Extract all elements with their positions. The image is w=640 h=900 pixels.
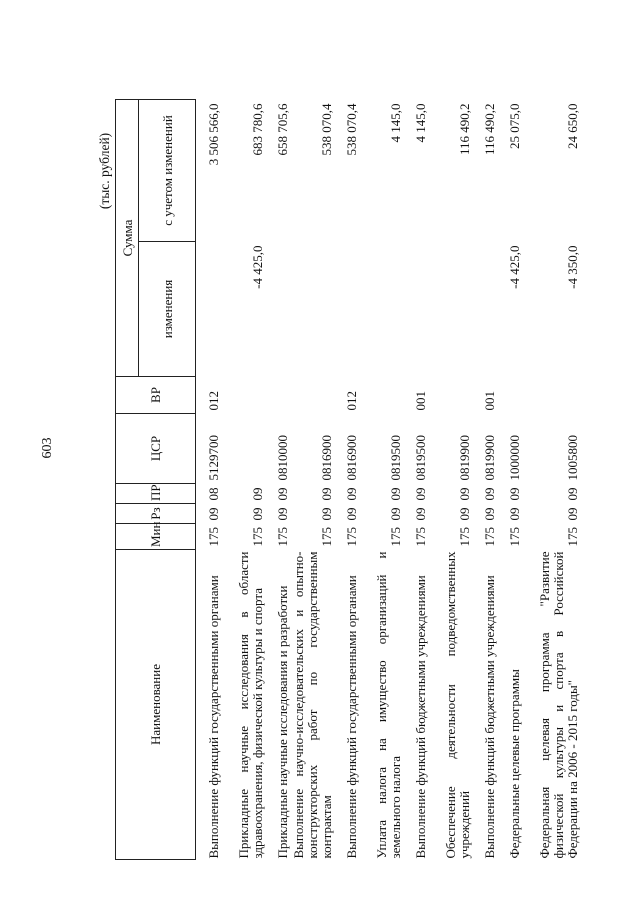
table-header [116,100,196,860]
row-total: 116 490,2 [482,103,497,156]
table-row [428,100,472,860]
row-min: 175 [507,527,522,547]
row-rz: 09 [344,507,359,521]
row-name: Выполнение функций бюджетными учреждениями [482,575,497,859]
row-vr [265,377,290,414]
row-rz: 09 [388,507,403,521]
row-csr: 0819500 [413,435,428,481]
page-number: 603 [40,437,55,459]
row-rz: 09 [457,507,472,521]
row-vr [522,377,580,414]
row-name: Выполнение функций государственными органами [344,575,359,859]
row-name: Обеспечение деятельности подведомственных учреждений [443,551,472,859]
row-changes [403,242,428,377]
row-changes [428,242,472,377]
table-row [221,100,265,860]
row-vr [497,377,522,414]
row-csr: 5129700 [206,435,221,481]
row-changes: -4 350,0 [565,245,580,289]
row-name: Выполнение научно-исследовательских и опытно-конструкторских работ по государственным контрактам [291,551,334,859]
row-changes [359,242,403,377]
row-min: 175 [206,527,221,547]
header-changes: изменения [139,242,196,377]
row-csr: 1005800 [565,435,580,481]
unit-label: (тыс. рублей) [97,132,112,210]
row-csr: 1000000 [507,435,522,481]
row-min: 175 [250,527,265,547]
row-vr [359,377,403,414]
row-name: Прикладные научные исследования и разработки [275,585,290,859]
row-vr [221,377,265,414]
table-row [472,100,497,860]
row-pr: 09 [275,487,290,501]
budget-table [115,99,580,860]
row-changes [334,242,359,377]
row-name: Федеральная целевая программа "Развитие физической культуры и спорта в Российской Федерации на 2006 - 2015 годы" [537,551,580,859]
row-min: 175 [319,527,334,547]
row-total: 25 075,0 [507,103,522,149]
row-vr: 012 [206,391,221,411]
row-changes [290,242,334,377]
table-row [265,100,290,860]
header-total: с учетом изменений [139,100,196,242]
row-total: 3 506 566,0 [206,103,221,166]
row-rz: 09 [206,507,221,521]
row-min: 175 [413,527,428,547]
row-pr: 09 [413,487,428,501]
row-min: 175 [565,527,580,547]
row-name: Уплата налога на имущество организаций и земельного налога [374,551,403,859]
row-total: 4 145,0 [413,103,428,143]
row-csr: 0816900 [319,435,334,481]
row-pr: 09 [482,487,497,501]
row-vr [290,377,334,414]
row-min: 175 [388,527,403,547]
row-pr: 09 [319,487,334,501]
header-vr: ВР [116,377,196,414]
row-rz: 09 [250,507,265,521]
row-name: Выполнение функций бюджетными учреждениями [413,575,428,859]
row-total: 4 145,0 [388,103,403,143]
row-csr: 0819500 [388,435,403,481]
row-total: 538 070,4 [319,103,334,156]
row-rz: 09 [275,507,290,521]
row-changes: -4 425,0 [250,245,265,289]
row-total: 658 705,6 [275,103,290,156]
row-pr: 09 [565,487,580,501]
row-rz: 09 [319,507,334,521]
row-csr: 0816900 [344,435,359,481]
header-name: Наименование [116,550,196,860]
row-rz: 09 [565,507,580,521]
row-rz: 09 [507,507,522,521]
header-min: Мин [116,524,196,550]
row-pr: 08 [206,487,221,501]
rotated-page-content [95,100,580,860]
row-csr [221,414,265,484]
row-pr: 09 [250,487,265,501]
row-vr: 012 [344,391,359,411]
row-total: 116 490,2 [457,103,472,156]
row-min: 175 [457,527,472,547]
row-changes [196,242,222,377]
row-pr: 09 [344,487,359,501]
table-row [290,100,334,860]
row-changes [472,242,497,377]
row-total: 683 780,6 [250,103,265,156]
row-rz: 09 [482,507,497,521]
header-rz: Рз [116,504,196,524]
table-row [403,100,428,860]
row-changes [265,242,290,377]
row-name: Федеральные целевые программы [507,669,522,859]
row-vr: 001 [482,391,497,411]
row-pr: 09 [457,487,472,501]
row-name: Выполнение функций государственными органами [206,575,221,859]
row-csr: 0819900 [482,435,497,481]
table-row [334,100,359,860]
row-pr: 09 [507,487,522,501]
row-min: 175 [482,527,497,547]
row-name: Прикладные научные исследования в области здравоохранения, физической культуры и спорта [236,551,265,859]
row-total: 24 650,0 [565,103,580,149]
header-sum: Сумма [116,100,139,377]
table-row [497,100,522,860]
header-pr: ПР [116,484,196,504]
row-vr: 001 [413,391,428,411]
table-row [196,100,222,860]
row-rz: 09 [413,507,428,521]
table-row [522,100,580,860]
row-pr: 09 [388,487,403,501]
row-changes: -4 425,0 [507,245,522,289]
row-min: 175 [275,527,290,547]
header-csr: ЦСР [116,414,196,484]
row-min: 175 [344,527,359,547]
row-total: 538 070,4 [344,103,359,156]
table-row [359,100,403,860]
row-csr: 0810000 [275,435,290,481]
row-csr: 0819900 [457,435,472,481]
row-vr [428,377,472,414]
